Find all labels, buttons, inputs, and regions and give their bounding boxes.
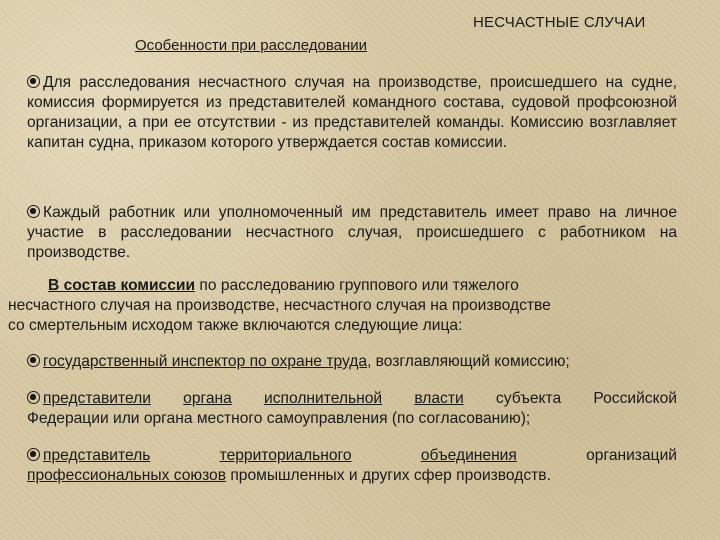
paragraph-commission-on-ship — [27, 73, 677, 153]
paragraph-worker-right — [27, 203, 677, 263]
executive-word-1: представители — [43, 390, 151, 407]
composition-line-2: несчастного случая на производстве, несчастного случая на производстве — [8, 297, 551, 314]
page-subtitle: Особенности при расследовании — [135, 37, 368, 54]
executive-word-3: исполнительной — [264, 390, 383, 407]
composition-lead: В состав комиссии — [48, 277, 196, 294]
executive-line-1-rest: субъекта Российской — [495, 390, 677, 407]
inspector-rest: , возглавляющий комиссию; — [367, 353, 570, 370]
union-word-1: представитель — [43, 447, 151, 464]
bullet-state-inspector — [27, 352, 677, 372]
union-line-2-underlined: профессиональных союзов — [27, 467, 226, 484]
composition-line-3: со смертельным исходом также включаются следующие лица: — [8, 317, 463, 334]
page-title: НЕСЧАСТНЫЕ СЛУЧАИ — [473, 14, 646, 31]
inspector-label: государственный инспектор по охране труда — [43, 353, 368, 370]
bullet-executive-authority — [27, 389, 677, 429]
executive-line-2: Федерации или органа местного самоуправления (по согласованию); — [27, 410, 531, 427]
bullet-icon — [27, 205, 40, 218]
bullet-trade-union — [27, 446, 677, 486]
paragraph-commission-composition — [8, 276, 668, 336]
union-word-2: территориального — [219, 447, 352, 464]
union-word-4: организаций — [586, 447, 677, 464]
composition-lead-rest: по расследованию группового или тяжелого — [195, 277, 519, 294]
bullet-icon — [27, 391, 40, 404]
union-word-3: объединения — [420, 447, 517, 464]
bullet-icon — [27, 354, 40, 367]
bullet-icon — [27, 448, 40, 461]
executive-word-4: власти — [414, 390, 464, 407]
composition-line-1 — [8, 276, 668, 296]
union-line-1 — [27, 446, 677, 466]
executive-line-1 — [27, 389, 677, 409]
paragraph-text: Для расследования несчастного случая на производстве, происшедшего на судне, комиссия формируется из представителей командного состава, судовой профсоюзной организации, а при ее отсутствии - из представителей команды. Комиссию возглавляет капитан судна, приказом которого утверждается состав комиссии. — [27, 74, 677, 151]
executive-word-2: органа — [183, 390, 232, 407]
union-line-2-rest: промышленных и других сфер производств. — [226, 467, 551, 484]
bullet-icon — [27, 75, 40, 88]
union-line-2 — [27, 466, 677, 486]
paragraph-text: Каждый работник или уполномоченный им представитель имеет право на личное участие в расследовании несчастного случая, происшедшего с работником на производстве. — [27, 204, 677, 261]
